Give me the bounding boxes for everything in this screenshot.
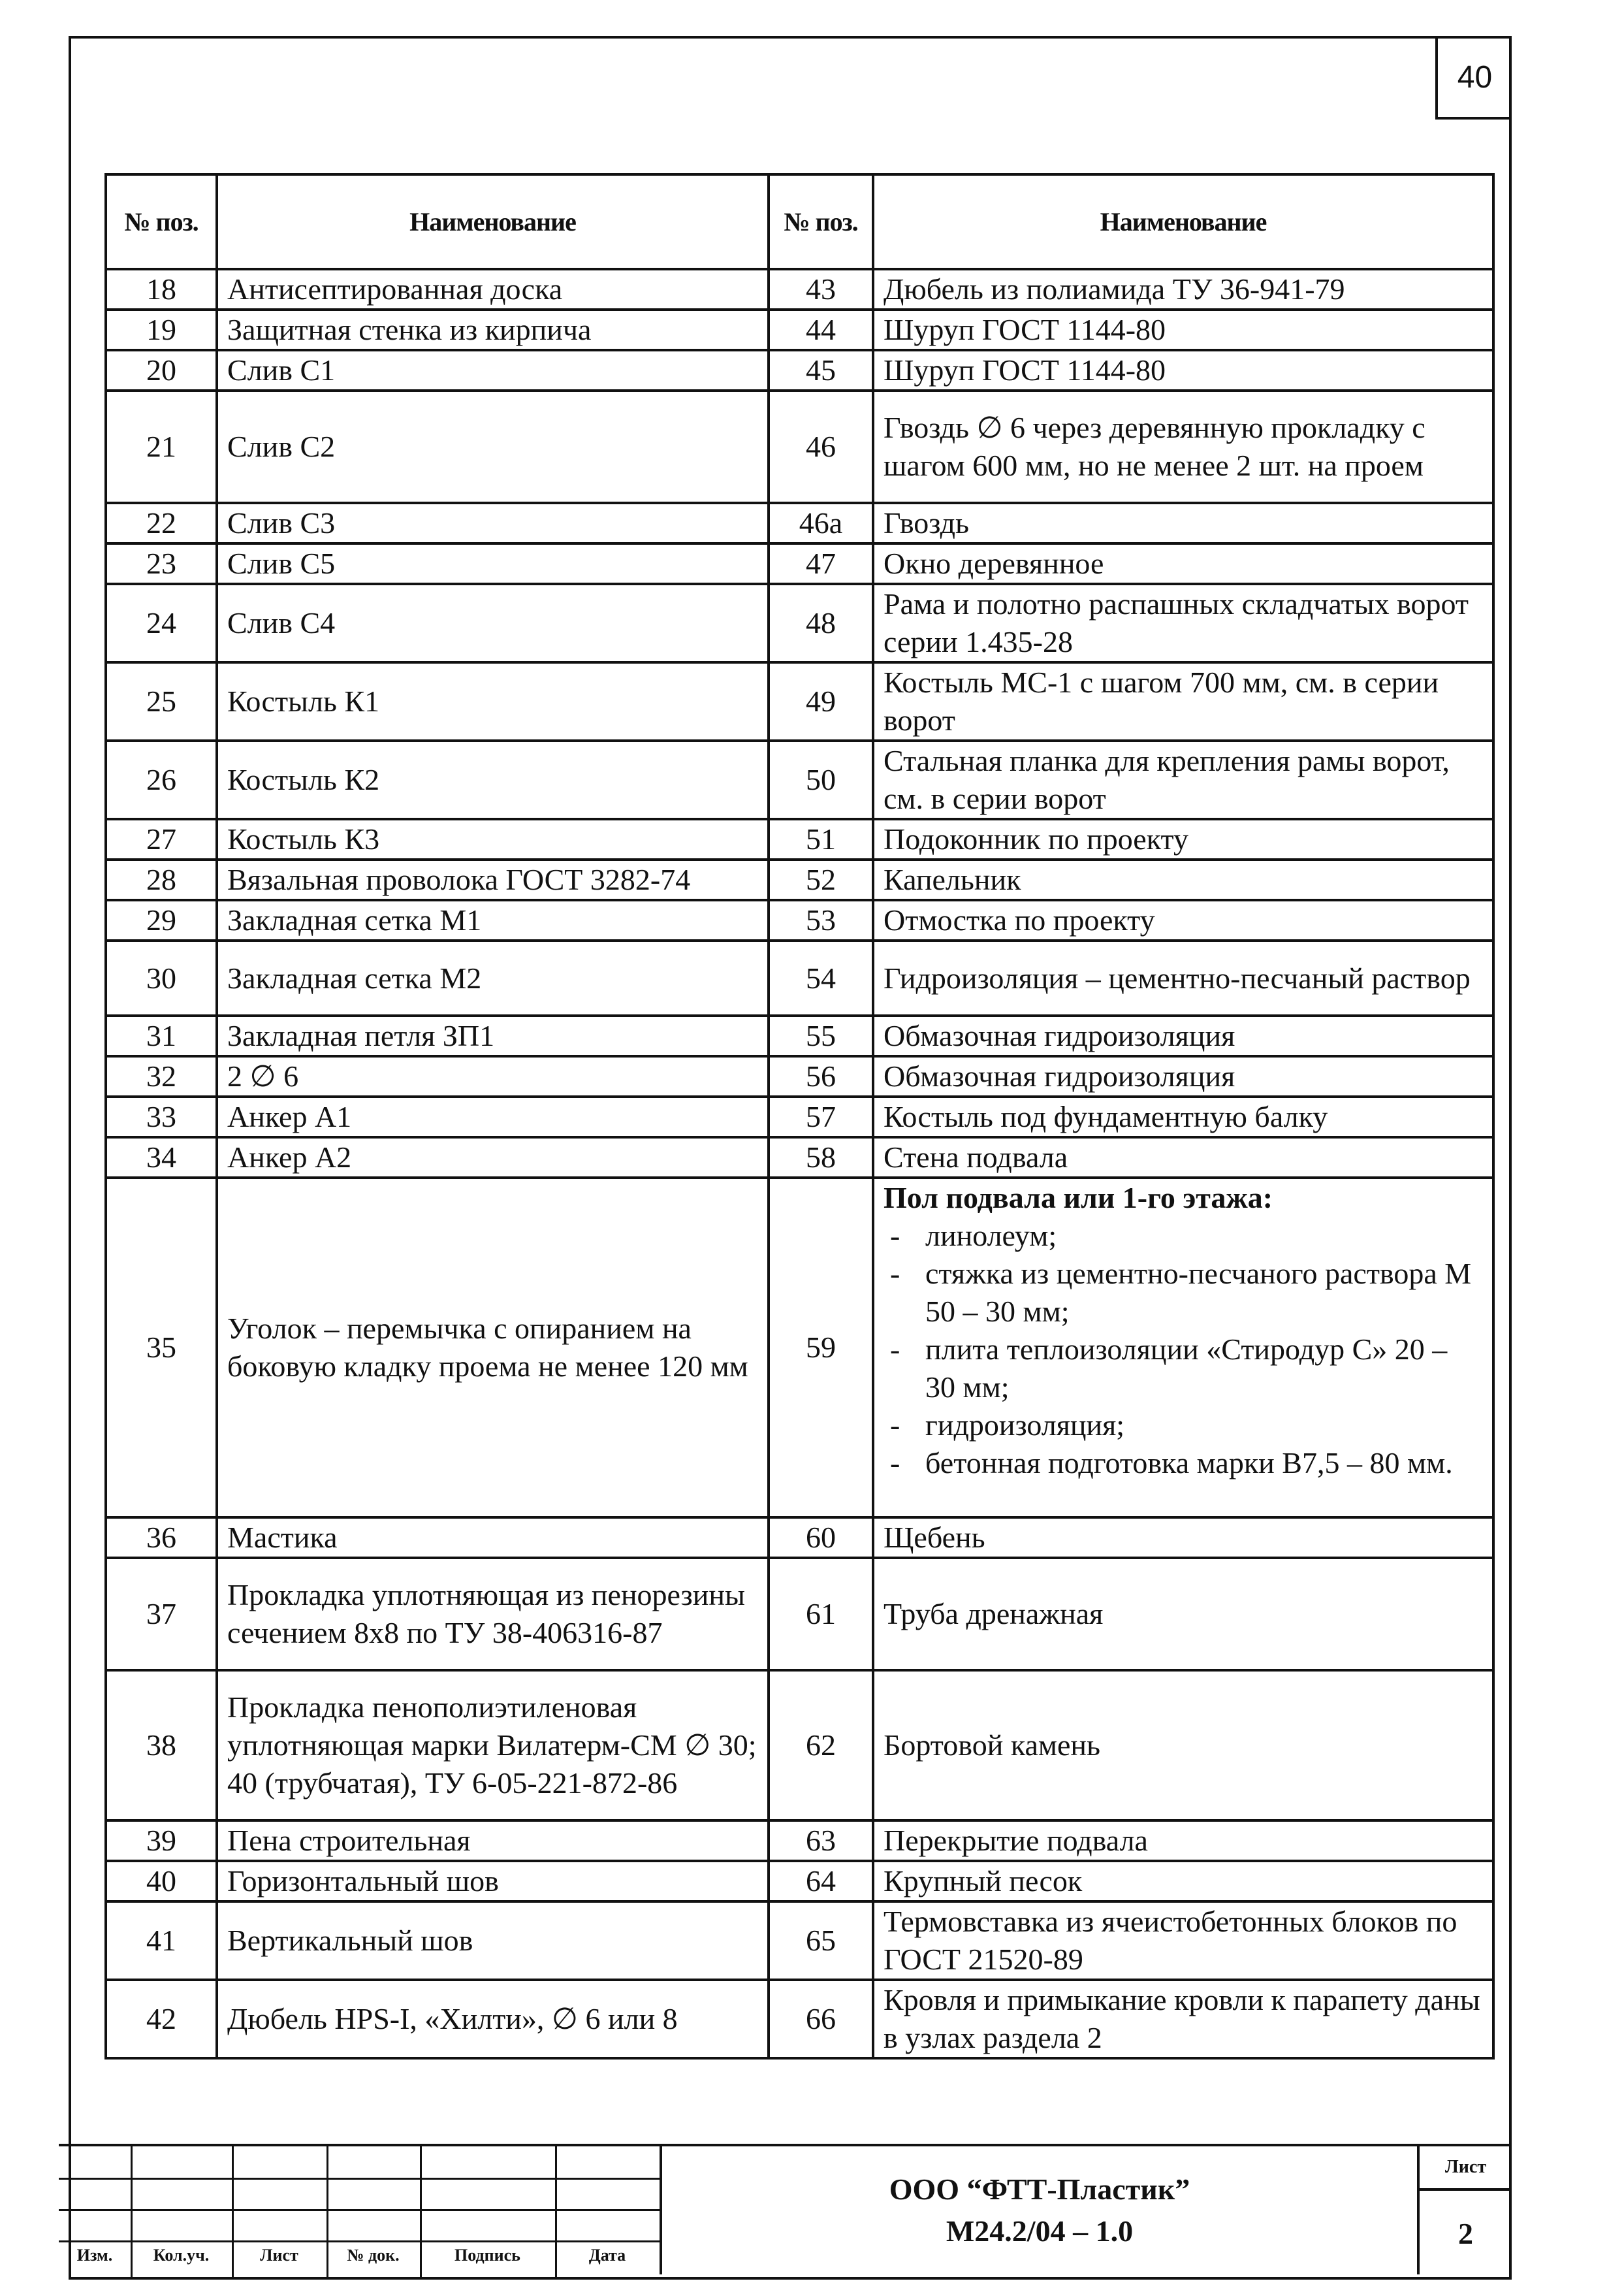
floor-heading: Пол подвала или 1-го этажа: [884, 1181, 1273, 1214]
table-row [106, 350, 1493, 391]
pos-number-left: 22 [106, 503, 217, 543]
item-name-right: Костыль под фундаментную балку [873, 1097, 1493, 1137]
table-row [106, 1558, 1493, 1670]
pos-number-left: 35 [106, 1178, 217, 1517]
item-name-right: Дюбель из полиамида ТУ 36-941-79 [873, 269, 1493, 310]
pos-number-left: 37 [106, 1558, 217, 1670]
specification-table [104, 173, 1495, 2060]
pos-number-left: 32 [106, 1056, 217, 1097]
header-pos-left: № поз. [106, 174, 217, 269]
table-row [106, 819, 1493, 860]
item-name-left: Анкер А1 [217, 1097, 769, 1137]
title-block-sheet [1417, 2144, 1512, 2274]
pos-number-right: 56 [769, 1056, 873, 1097]
pos-number-left: 20 [106, 350, 217, 391]
item-name-left: Пена строительная [217, 1820, 769, 1861]
item-name-right: Термовставка из ячеистобетонных блоков по ГОСТ 21520-89 [873, 1901, 1493, 1980]
label-kol-uch: Кол.уч. [153, 2246, 210, 2265]
table-row [106, 900, 1493, 941]
pos-number-left: 19 [106, 310, 217, 350]
header-pos-right: № поз. [769, 174, 873, 269]
pos-number-right: 59 [769, 1178, 873, 1517]
item-name-left: Закладная сетка М2 [217, 941, 769, 1016]
pos-number-right: 61 [769, 1558, 873, 1670]
item-name-right: Обмазочная гидроизоляция [873, 1016, 1493, 1056]
table-row [106, 941, 1493, 1016]
table-row [106, 584, 1493, 662]
pos-number-right: 60 [769, 1517, 873, 1558]
pos-number-right: 45 [769, 350, 873, 391]
item-name-right: Шуруп ГОСТ 1144-80 [873, 350, 1493, 391]
list-item: - стяжка из цементно-песчаного раствора М 50 – 30 мм; [884, 1255, 1483, 1331]
item-name-left: Прокладка уплотняющая из пенорезины сечением 8х8 по ТУ 38-406316-87 [217, 1558, 769, 1670]
pos-number-right: 49 [769, 662, 873, 741]
title-block-center [660, 2144, 1417, 2274]
item-name-right: Кровля и примыкание кровли к парапету даны в узлах раздела 2 [873, 1980, 1493, 2058]
sheet-value: 2 [1458, 2216, 1473, 2250]
item-name-right [873, 1178, 1493, 1517]
table-row [106, 1670, 1493, 1820]
pos-number-right: 53 [769, 900, 873, 941]
title-block [59, 2144, 1512, 2274]
item-name-left: Костыль К3 [217, 819, 769, 860]
pos-number-right: 63 [769, 1820, 873, 1861]
item-name-left: Уголок – перемычка с опиранием на боковую кладку проема не менее 120 мм [217, 1178, 769, 1517]
item-name-right: Гвоздь ∅ 6 через деревянную прокладку с шагом 600 мм, но не менее 2 шт. на проем [873, 391, 1493, 503]
item-name-left: Костыль К1 [217, 662, 769, 741]
pos-number-left: 26 [106, 741, 217, 819]
item-name-right: Гидроизоляция – цементно-песчаный раствор [873, 941, 1493, 1016]
page-number: 40 [1435, 38, 1512, 120]
table-row [106, 1016, 1493, 1056]
item-name-right: Подоконник по проекту [873, 819, 1493, 860]
list-item: - плита теплоизоляции «Стиродур С» 20 – 30 мм; [884, 1331, 1483, 1406]
pos-number-left: 27 [106, 819, 217, 860]
document-code: М24.2/04 – 1.0 [946, 2214, 1134, 2248]
table-body [106, 269, 1493, 2058]
pos-number-left: 21 [106, 391, 217, 503]
table-row [106, 1980, 1493, 2058]
company-name: ООО “ФТТ-Пластик” [889, 2173, 1190, 2206]
pos-number-right: 65 [769, 1901, 873, 1980]
table-row [106, 1097, 1493, 1137]
pos-number-right: 58 [769, 1137, 873, 1178]
pos-number-right: 62 [769, 1670, 873, 1820]
item-name-left: Закладная сетка М1 [217, 900, 769, 941]
item-name-right: Обмазочная гидроизоляция [873, 1056, 1493, 1097]
pos-number-left: 41 [106, 1901, 217, 1980]
pos-number-right: 57 [769, 1097, 873, 1137]
item-name-left: Слив С1 [217, 350, 769, 391]
pos-number-right: 55 [769, 1016, 873, 1056]
table-row [106, 1056, 1493, 1097]
item-name-right: Щебень [873, 1517, 1493, 1558]
pos-number-left: 36 [106, 1517, 217, 1558]
pos-number-left: 33 [106, 1097, 217, 1137]
header-name-left: Наименование [217, 174, 769, 269]
table-row [106, 1178, 1493, 1517]
item-name-right: Рама и полотно распашных складчатых ворот серии 1.435-28 [873, 584, 1493, 662]
pos-number-right: 66 [769, 1980, 873, 2058]
sheet-label: Лист [1420, 2146, 1512, 2191]
floor-layers-list [884, 1217, 1483, 1482]
item-name-left: Прокладка пенополиэтиленовая уплотняющая марки Вилатерм-СМ ∅ 30; 40 (трубчатая), ТУ 6-05-221-872-86 [217, 1670, 769, 1820]
table-row [106, 741, 1493, 819]
pos-number-left: 31 [106, 1016, 217, 1056]
item-name-right: Костыль МС-1 с шагом 700 мм, см. в серии ворот [873, 662, 1493, 741]
pos-number-right: 52 [769, 860, 873, 900]
table-row [106, 503, 1493, 543]
item-name-right: Отмостка по проекту [873, 900, 1493, 941]
pos-number-right: 44 [769, 310, 873, 350]
pos-number-right: 51 [769, 819, 873, 860]
item-name-left: Защитная стенка из кирпича [217, 310, 769, 350]
pos-number-right: 47 [769, 543, 873, 584]
item-name-left: Дюбель HPS-I, «Хилти», ∅ 6 или 8 [217, 1980, 769, 2058]
pos-number-left: 29 [106, 900, 217, 941]
item-name-left: Слив С4 [217, 584, 769, 662]
pos-number-right: 64 [769, 1861, 873, 1901]
item-name-right: Гвоздь [873, 503, 1493, 543]
label-izm: Изм. [76, 2246, 113, 2265]
label-date: Дата [588, 2246, 626, 2265]
table-row [106, 662, 1493, 741]
table-row [106, 1820, 1493, 1861]
pos-number-right: 54 [769, 941, 873, 1016]
item-name-left: Слив С5 [217, 543, 769, 584]
item-name-right: Окно деревянное [873, 543, 1493, 584]
table-row [106, 1901, 1493, 1980]
pos-number-right: 48 [769, 584, 873, 662]
pos-number-left: 28 [106, 860, 217, 900]
item-name-left: Вязальная проволока ГОСТ 3282-74 [217, 860, 769, 900]
table-row [106, 1517, 1493, 1558]
item-name-left: Горизонтальный шов [217, 1861, 769, 1901]
item-name-left: Антисептированная доска [217, 269, 769, 310]
item-name-left: 2 ∅ 6 [217, 1056, 769, 1097]
list-item: - бетонная подготовка марки В7,5 – 80 мм. [884, 1444, 1483, 1482]
item-name-left: Мастика [217, 1517, 769, 1558]
item-name-right: Бортовой камень [873, 1670, 1493, 1820]
label-doc-no: № док. [347, 2246, 400, 2265]
item-name-left: Вертикальный шов [217, 1901, 769, 1980]
item-name-right: Перекрытие подвала [873, 1820, 1493, 1861]
pos-number-left: 39 [106, 1820, 217, 1861]
table-row [106, 1137, 1493, 1178]
item-name-right: Крупный песок [873, 1861, 1493, 1901]
pos-number-left: 34 [106, 1137, 217, 1178]
item-name-right: Труба дренажная [873, 1558, 1493, 1670]
pos-number-left: 38 [106, 1670, 217, 1820]
item-name-right: Шуруп ГОСТ 1144-80 [873, 310, 1493, 350]
table-row [106, 310, 1493, 350]
pos-number-left: 42 [106, 1980, 217, 2058]
table-row [106, 269, 1493, 310]
header-name-right: Наименование [873, 174, 1493, 269]
pos-number-left: 24 [106, 584, 217, 662]
list-item: - линолеум; [884, 1217, 1483, 1255]
pos-number-left: 23 [106, 543, 217, 584]
pos-number-left: 25 [106, 662, 217, 741]
item-name-left: Анкер А2 [217, 1137, 769, 1178]
pos-number-left: 18 [106, 269, 217, 310]
pos-number-right: 43 [769, 269, 873, 310]
pos-number-right: 50 [769, 741, 873, 819]
label-list: Лист [260, 2246, 298, 2265]
list-item: - гидроизоляция; [884, 1406, 1483, 1444]
pos-number-right: 46а [769, 503, 873, 543]
item-name-left: Костыль К2 [217, 741, 769, 819]
table-row [106, 1861, 1493, 1901]
item-name-left: Слив С2 [217, 391, 769, 503]
title-block-revision-grid [59, 2144, 660, 2274]
item-name-right: Стена подвала [873, 1137, 1493, 1178]
pos-number-left: 40 [106, 1861, 217, 1901]
pos-number-left: 30 [106, 941, 217, 1016]
label-signature: Подпись [454, 2246, 520, 2265]
item-name-left: Закладная петля ЗП1 [217, 1016, 769, 1056]
table-row [106, 860, 1493, 900]
item-name-right: Капельник [873, 860, 1493, 900]
item-name-right: Стальная планка для крепления рамы ворот, см. в серии ворот [873, 741, 1493, 819]
item-name-left: Слив С3 [217, 503, 769, 543]
table-row [106, 543, 1493, 584]
table-row [106, 391, 1493, 503]
table-header-row [106, 174, 1493, 269]
pos-number-right: 46 [769, 391, 873, 503]
